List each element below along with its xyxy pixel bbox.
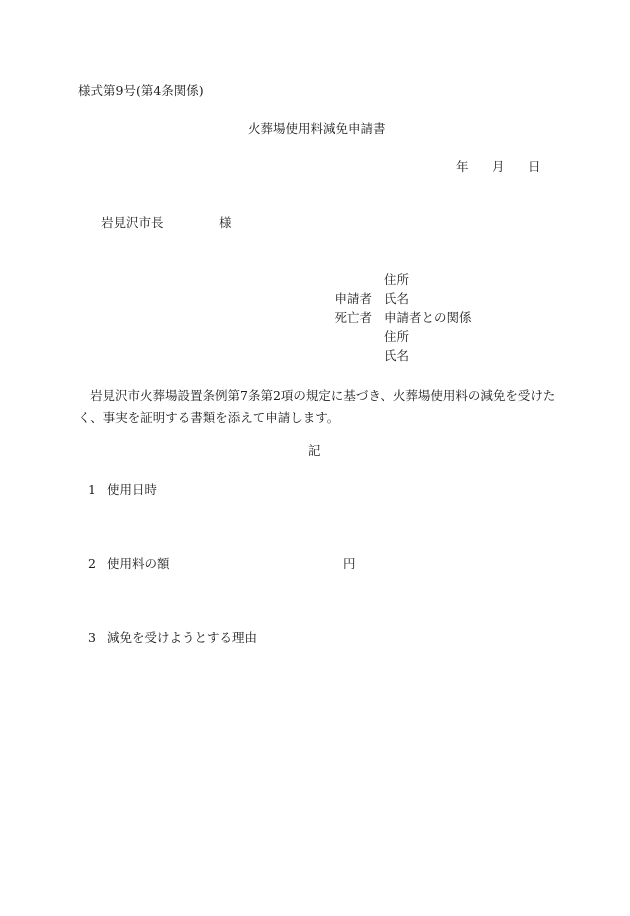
item-number: 1 — [88, 482, 96, 497]
deceased-relation-label: 申請者との関係 — [384, 310, 472, 325]
applicant-name-label: 氏名 — [384, 291, 410, 306]
form-number: 様式第9号(第4条関係) — [78, 83, 204, 98]
ki-heading: 記 — [308, 443, 321, 458]
applicant-label: 申請者 — [334, 291, 372, 306]
document-title: 火葬場使用料減免申請書 — [248, 121, 386, 136]
item-usage-datetime-label: 使用日時 — [107, 482, 158, 497]
deceased-label: 死亡者 — [334, 310, 372, 325]
applicant-address-label: 住所 — [384, 272, 410, 287]
addressee-name: 岩見沢市長 — [101, 215, 164, 230]
date-day-label: 日 — [528, 159, 541, 174]
item-number: 3 — [88, 630, 96, 645]
date-month-label: 月 — [492, 159, 505, 174]
application-statement — [78, 385, 558, 429]
item-fee-amount-label: 使用料の額 — [107, 556, 170, 571]
item-reduction-reason-label: 減免を受けようとする理由 — [107, 630, 258, 645]
item-number: 2 — [88, 556, 96, 571]
deceased-name-label: 氏名 — [384, 348, 410, 363]
addressee-honorific: 様 — [219, 215, 232, 230]
date-year-label: 年 — [456, 159, 469, 174]
application-statement-text: 岩見沢市火葬場設置条例第7条第2項の規定に基づき、火葬場使用料の減免を受けたく、事実を証明する書類を添えて申請します。 — [78, 388, 556, 425]
yen-unit-label: 円 — [343, 556, 356, 571]
deceased-address-label: 住所 — [384, 329, 410, 344]
